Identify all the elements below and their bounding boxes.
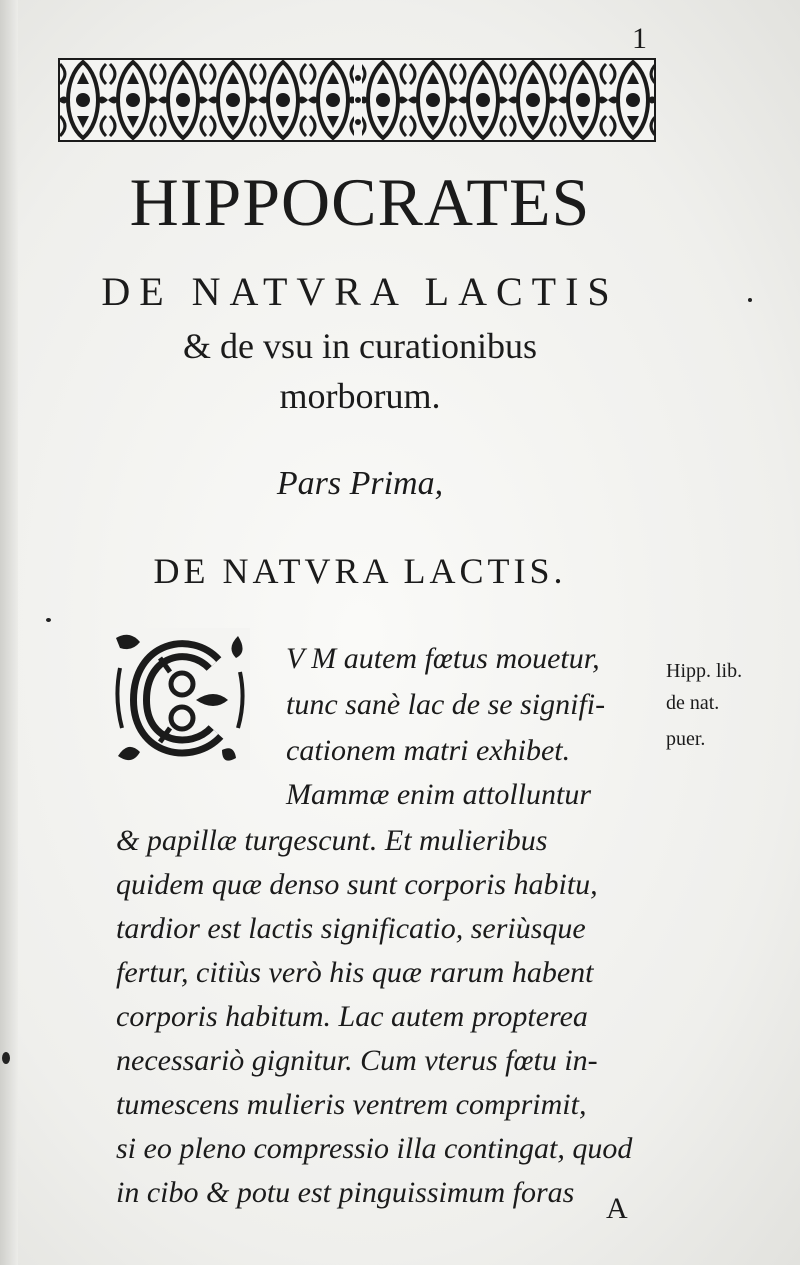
- page-number: 1: [632, 22, 647, 55]
- section-heading: DE NATVRA LACTIS.: [153, 551, 567, 591]
- body-line-4: Mammæ enim attolluntur: [286, 778, 591, 811]
- ink-speck: [46, 618, 51, 622]
- ornamental-headpiece: [58, 58, 656, 142]
- margin-note-3: puer.: [666, 728, 706, 750]
- margin-note-1: Hipp. lib.: [666, 660, 743, 682]
- body-line-1: V M autem fœtus mouetur,: [286, 642, 600, 675]
- body-line-8: fertur, citiùs verò his quæ rarum habent: [116, 956, 594, 989]
- body-line-6: quidem quæ denso sunt corporis habitu,: [116, 868, 598, 901]
- title-de-natura-lactis: DE NATVRA LACTIS: [101, 269, 619, 314]
- title-line-2: morborum.: [279, 376, 441, 416]
- body-line-3: cationem matri exhibet.: [286, 734, 571, 767]
- page-gutter-edge: [0, 0, 18, 1265]
- body-line-7: tardior est lactis significatio, seriùsque: [116, 912, 586, 945]
- body-line-5: & papillæ turgescunt. Et mulieribus: [116, 824, 548, 857]
- margin-note-2: de nat.: [666, 692, 720, 714]
- title-hippocrates: HIPPOCRATES: [129, 164, 591, 240]
- body-line-10: necessariò gignitur. Cum vterus fœtu in-: [116, 1044, 598, 1077]
- body-line-2: tunc sanè lac de se signifi-: [286, 688, 606, 721]
- title-line-1: & de vsu in curationibus: [183, 326, 537, 366]
- catchword-signature: A: [606, 1192, 628, 1225]
- part-heading: Pars Prima,: [276, 465, 444, 502]
- body-line-12: si eo pleno compressio illa contingat, quod: [116, 1132, 633, 1165]
- body-line-13: in cibo & potu est pinguissimum foras: [116, 1176, 575, 1209]
- decorated-initial-c: [110, 628, 250, 770]
- ink-speck: [2, 1052, 10, 1064]
- ink-speck: [748, 298, 752, 302]
- body-line-9: corporis habitum. Lac autem propterea: [116, 1000, 588, 1033]
- body-line-11: tumescens mulieris ventrem comprimit,: [116, 1088, 587, 1121]
